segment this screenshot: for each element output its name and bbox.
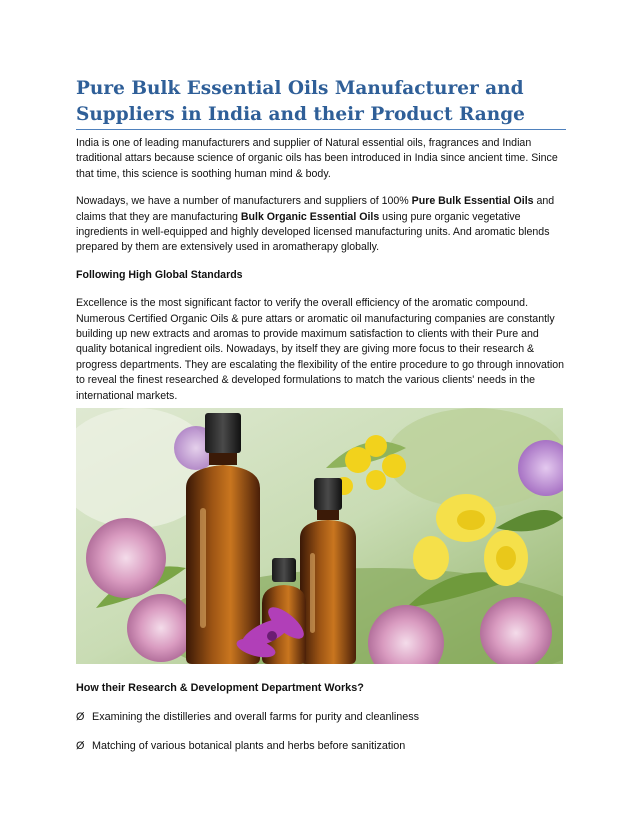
bold-term-bulk-organic: Bulk Organic Essential Oils: [240, 210, 380, 223]
manufacturers-paragraph: [76, 194, 566, 256]
document-body: [76, 136, 566, 416]
bold-term-pure-bulk: Pure Bulk Essential Oils: [411, 195, 534, 208]
standards-heading: Following High Global Standards: [76, 268, 243, 281]
bullet-icon: Ø: [76, 711, 85, 723]
paragraph-text: and claims that they are manufacturing: [76, 195, 555, 223]
document-title: Pure Bulk Essential Oils Manufacturer and Suppliers in India and their Product Range: [76, 76, 566, 130]
list-item-text: Matching of various botanical plants and herbs before sanitization: [92, 740, 406, 752]
list-item: [76, 739, 405, 753]
paragraph-text: using pure organic vegetative ingredients in well-equipped and highly developed licensed manufacturing units. And aromatic blends prepared by them are extensively used in aromatherapy globally.: [76, 210, 550, 254]
list-item: [76, 710, 419, 724]
essential-oils-photo: [76, 408, 563, 664]
excellence-paragraph: Excellence is the most significant factor to verify the overall efficiency of the aromatic compound. Numerous Certified Organic Oils & pure attars or aromatic oil manufacturing companies are constantly building up new extracts and aromas to provide maximum satisfaction to clients with their Pure and quality botanical ingredient oils. Nowadays, by itself they are giving more focus to their research & progress departments. They are escalating the flexibility of the entire procedure to go through innovation to reveal the finest researched & developed formulations to match the various clients' needs in the international markets.: [76, 297, 564, 402]
intro-paragraph: India is one of leading manufacturers and supplier of Natural essential oils, fragrances and Indian traditional attars because science of organic oils has been introduced in India since ancient time. Since that time, this science is soothing human mind & body.: [76, 137, 558, 180]
paragraph-text: Nowadays, we have a number of manufacturers and suppliers of 100%: [76, 195, 412, 208]
list-item-text: Examining the distilleries and overall farms for purity and cleanliness: [92, 711, 420, 723]
bullet-icon: Ø: [76, 740, 85, 752]
rd-section-heading: How their Research & Development Department Works?: [76, 682, 364, 694]
